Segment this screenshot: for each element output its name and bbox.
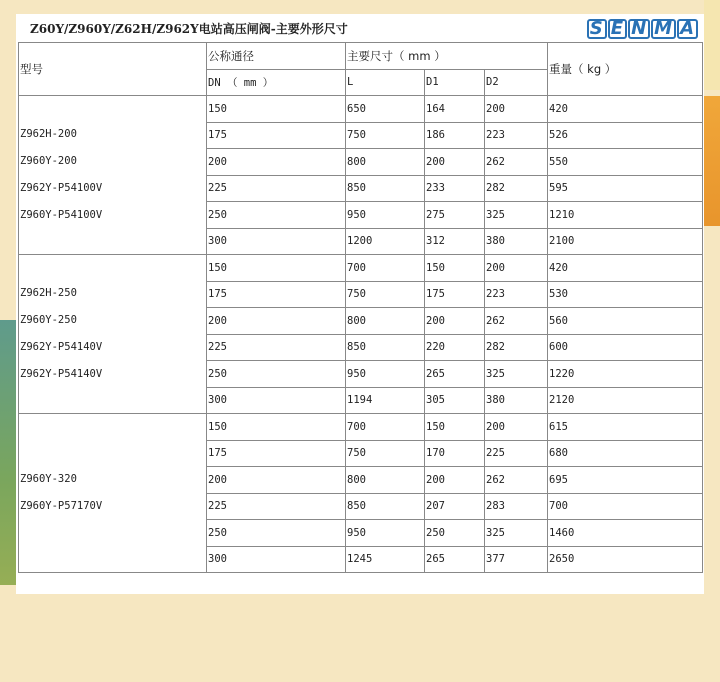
model-cell <box>19 255 207 414</box>
cell-d2: 282 <box>485 334 548 361</box>
cell-dn: 200 <box>207 467 346 494</box>
cell-weight: 2120 <box>548 387 703 414</box>
cell-l: 800 <box>346 308 425 335</box>
table-row <box>19 414 703 441</box>
decor-strip-green <box>0 320 16 585</box>
cell-l: 950 <box>346 520 425 547</box>
header-D1: D1 <box>425 69 485 96</box>
cell-l: 1200 <box>346 228 425 255</box>
model-name: Z962H-200 <box>20 128 77 140</box>
cell-d1: 186 <box>425 122 485 149</box>
brand-logo-letter: N <box>628 19 650 39</box>
cell-d1: 170 <box>425 440 485 467</box>
cell-d2: 262 <box>485 149 548 176</box>
cell-weight: 600 <box>548 334 703 361</box>
cell-l: 850 <box>346 334 425 361</box>
header-model: 型号 <box>19 43 207 96</box>
brand-logo <box>586 18 698 39</box>
decor-strip-orange <box>704 96 720 226</box>
cell-d1: 220 <box>425 334 485 361</box>
dimension-table <box>18 42 703 573</box>
cell-d1: 164 <box>425 96 485 123</box>
cell-weight: 700 <box>548 493 703 520</box>
cell-l: 800 <box>346 467 425 494</box>
cell-dn: 250 <box>207 202 346 229</box>
cell-d2: 325 <box>485 361 548 388</box>
cell-weight: 420 <box>548 255 703 282</box>
cell-d2: 380 <box>485 387 548 414</box>
header-dn-unit: DN （ mm ） <box>207 69 346 96</box>
table-row <box>19 255 703 282</box>
cell-dn: 250 <box>207 520 346 547</box>
cell-dn: 300 <box>207 546 346 573</box>
cell-d1: 233 <box>425 175 485 202</box>
cell-l: 850 <box>346 493 425 520</box>
cell-d2: 225 <box>485 440 548 467</box>
model-cell <box>19 96 207 255</box>
cell-l: 700 <box>346 414 425 441</box>
brand-logo-letter: M <box>651 19 676 39</box>
header-D2: D2 <box>485 69 548 96</box>
cell-weight: 2650 <box>548 546 703 573</box>
model-name: Z962Y-P54100V <box>20 182 103 194</box>
cell-d2: 283 <box>485 493 548 520</box>
header-weight: 重量（ kg ） <box>548 43 703 96</box>
cell-d1: 200 <box>425 308 485 335</box>
cell-weight: 420 <box>548 96 703 123</box>
cell-weight: 615 <box>548 414 703 441</box>
cell-d2: 223 <box>485 281 548 308</box>
cell-dn: 225 <box>207 175 346 202</box>
cell-d2: 262 <box>485 308 548 335</box>
cell-dn: 225 <box>207 493 346 520</box>
cell-l: 650 <box>346 96 425 123</box>
cell-dn: 300 <box>207 387 346 414</box>
cell-dn: 200 <box>207 308 346 335</box>
cell-d1: 207 <box>425 493 485 520</box>
cell-l: 1245 <box>346 546 425 573</box>
cell-l: 1194 <box>346 387 425 414</box>
cell-weight: 530 <box>548 281 703 308</box>
cell-dn: 175 <box>207 122 346 149</box>
cell-l: 800 <box>346 149 425 176</box>
brand-logo-letter: S <box>587 19 607 39</box>
cell-d2: 200 <box>485 255 548 282</box>
cell-l: 750 <box>346 122 425 149</box>
cell-weight: 680 <box>548 440 703 467</box>
header-L: L <box>346 69 425 96</box>
cell-weight: 2100 <box>548 228 703 255</box>
page-title: Z60Y/Z960Y/Z62H/Z962Y电站高压闸阀-主要外形尺寸 <box>30 22 348 36</box>
cell-d1: 150 <box>425 255 485 282</box>
cell-l: 850 <box>346 175 425 202</box>
model-name: Z962Y-P54140V <box>20 368 103 380</box>
cell-dn: 150 <box>207 414 346 441</box>
cell-l: 950 <box>346 202 425 229</box>
cell-l: 950 <box>346 361 425 388</box>
cell-d1: 305 <box>425 387 485 414</box>
cell-dn: 300 <box>207 228 346 255</box>
cell-d1: 150 <box>425 414 485 441</box>
cell-d2: 325 <box>485 202 548 229</box>
cell-d2: 262 <box>485 467 548 494</box>
cell-d1: 265 <box>425 546 485 573</box>
header-nominal: 公称通径 <box>207 43 346 70</box>
cell-weight: 1220 <box>548 361 703 388</box>
cell-d1: 275 <box>425 202 485 229</box>
cell-d1: 200 <box>425 467 485 494</box>
cell-dn: 250 <box>207 361 346 388</box>
cell-dn: 150 <box>207 96 346 123</box>
model-name: Z962Y-P54140V <box>20 341 103 353</box>
cell-d2: 223 <box>485 122 548 149</box>
cell-dn: 225 <box>207 334 346 361</box>
cell-d2: 325 <box>485 520 548 547</box>
cell-d1: 250 <box>425 520 485 547</box>
cell-dn: 175 <box>207 281 346 308</box>
cell-weight: 560 <box>548 308 703 335</box>
brand-logo-letter: A <box>677 19 698 39</box>
cell-weight: 550 <box>548 149 703 176</box>
model-name: Z962H-250 <box>20 287 77 299</box>
cell-weight: 526 <box>548 122 703 149</box>
table-row <box>19 96 703 123</box>
cell-d2: 282 <box>485 175 548 202</box>
decor-strip-yellow <box>704 0 720 90</box>
cell-d1: 175 <box>425 281 485 308</box>
cell-l: 750 <box>346 440 425 467</box>
model-name: Z960Y-250 <box>20 314 77 326</box>
cell-weight: 695 <box>548 467 703 494</box>
model-name: Z960Y-P57170V <box>20 500 103 512</box>
cell-weight: 1210 <box>548 202 703 229</box>
cell-d2: 200 <box>485 414 548 441</box>
document-sheet <box>16 14 704 594</box>
cell-dn: 175 <box>207 440 346 467</box>
cell-d2: 377 <box>485 546 548 573</box>
cell-dn: 150 <box>207 255 346 282</box>
model-name: Z960Y-320 <box>20 473 77 485</box>
cell-weight: 1460 <box>548 520 703 547</box>
cell-d2: 380 <box>485 228 548 255</box>
cell-l: 700 <box>346 255 425 282</box>
cell-dn: 200 <box>207 149 346 176</box>
cell-l: 750 <box>346 281 425 308</box>
brand-logo-letter: E <box>608 19 627 39</box>
cell-d1: 265 <box>425 361 485 388</box>
cell-d2: 200 <box>485 96 548 123</box>
cell-weight: 595 <box>548 175 703 202</box>
cell-d1: 312 <box>425 228 485 255</box>
model-cell <box>19 414 207 573</box>
model-name: Z960Y-P54100V <box>20 209 103 221</box>
model-name: Z960Y-200 <box>20 155 77 167</box>
header-main-dims: 主要尺寸（ mm ） <box>346 43 548 70</box>
cell-d1: 200 <box>425 149 485 176</box>
